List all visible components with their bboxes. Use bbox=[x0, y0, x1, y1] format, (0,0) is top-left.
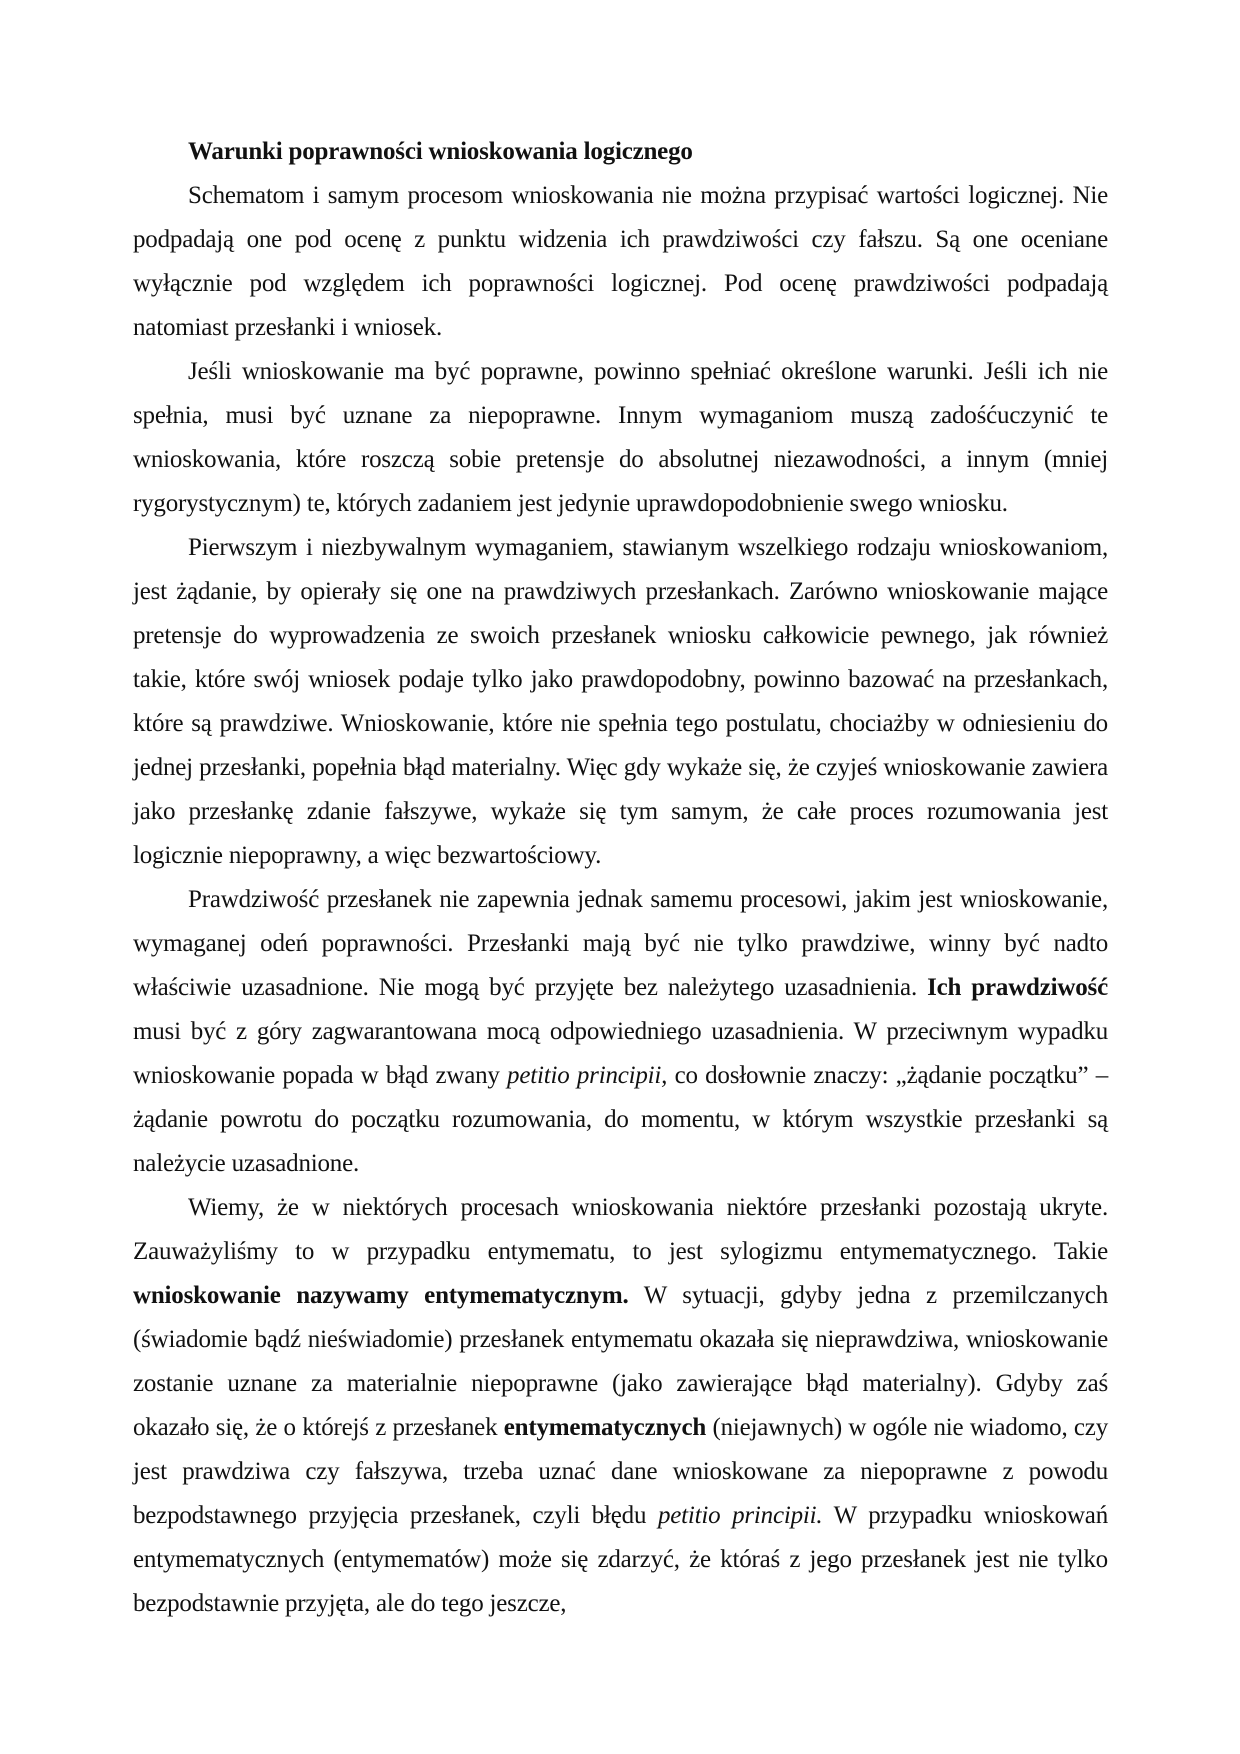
text-run: Jeśli wnioskowanie ma być poprawne, powinno spełniać określone warunki. Jeśli ich nie spełnia, musi być uznane za niepoprawne. Innym wymaganiom muszą zadośćuczynić te wnioskowania, które roszczą sobie pretensje do absolutnej niezawodności, a innym (mniej rygorystycznym) te, których zadaniem jest jedynie uprawdopodobnienie swego wniosku. bbox=[133, 358, 1108, 517]
italic-text-run: petitio principii. bbox=[657, 1502, 823, 1529]
paragraph bbox=[133, 526, 1108, 878]
text-run: Pierwszym i niezbywalnym wymaganiem, stawianym wszelkiego rodzaju wnioskowaniom, jest żądanie, by opierały się one na prawdziwych przesłankach. Zarówno wnioskowanie mające pretensje do wyprowadzenia ze swoich przesłanek wniosku całkowicie pewnego, jak również takie, które swój wniosek podaje tylko jako prawdopodobny, powinno bazować na przesłankach, które są prawdziwe. Wnioskowanie, które nie spełnia tego postulatu, chociażby w odniesieniu do jednej przesłanki, popełnia błąd materialny. Więc gdy wykaże się, że czyjeś wnioskowanie zawiera jako przesłankę zdanie fałszywe, wykaże się tym samym, że całe proces rozumowania jest logicznie niepoprawny, a więc bezwartościowy. bbox=[133, 534, 1108, 869]
paragraph bbox=[133, 350, 1108, 526]
text-run: Wiemy, że w niektórych procesach wnioskowania niektóre przesłanki pozostają ukryte. Zauważyliśmy to w przypadku entymematu, to jest sylogizmu entymematycznego. Takie bbox=[133, 1194, 1108, 1265]
text-run: musi być z góry zagwarantowana mocą odpowiedniego uzasadnienia. W przeciwnym wypadku wnioskowanie popada w błąd zwany bbox=[133, 1018, 1108, 1089]
text-run: co dosłownie znaczy: „żądanie początku” – żądanie powrotu do początku rozumowania, do momentu, w którym wszystkie przesłanki są należycie uzasadnione. bbox=[133, 1062, 1109, 1177]
text-run: Prawdziwość przesłanek nie zapewnia jednak samemu procesowi, jakim jest wnioskowanie, wymaganej odeń poprawności. Przesłanki mają być nie tylko prawdziwe, winny być nadto właściwie uzasadnione. Nie mogą być przyjęte bez należytego uzasadnienia. bbox=[133, 886, 1108, 1001]
text-run: W sytuacji, gdyby jedna z przemilczanych (świadomie bądź nieświadomie) przesłanek entymematu okazała się nieprawdziwa, wnioskowanie zostanie uznane za materialnie niepoprawne (jako zawierające błąd materialny). Gdyby zaś okazało się, że o którejś z przesłanek bbox=[133, 1282, 1108, 1441]
bold-text-run: Ich prawdziwość bbox=[927, 974, 1108, 1001]
paragraph bbox=[133, 174, 1108, 350]
document-title: Warunki poprawności wnioskowania logicznego bbox=[188, 138, 693, 165]
document-body bbox=[133, 174, 1108, 1626]
bold-text-run: entymematycznych bbox=[503, 1414, 707, 1441]
text-run: W przypadku wnioskowań entymematycznych (entymematów) może się zdarzyć, że któraś z jego przesłanek jest nie tylko bezpodstawnie przyjęta, ale do tego jeszcze, bbox=[133, 1502, 1109, 1617]
bold-text-run: wnioskowanie nazywamy entymematycznym. bbox=[133, 1282, 629, 1309]
text-run: Schematom i samym procesom wnioskowania nie można przypisać wartości logicznej. Nie podpadają one pod ocenę z punktu widzenia ich prawdziwości czy fałszu. Są one oceniane wyłącznie pod względem ich poprawności logicznej. Pod ocenę prawdziwości podpadają natomiast przesłanki i wniosek. bbox=[133, 182, 1108, 341]
paragraph bbox=[133, 1186, 1108, 1626]
paragraph bbox=[133, 878, 1108, 1186]
italic-text-run: petitio principii, bbox=[507, 1062, 668, 1089]
text-run: (niejawnych) w ogóle nie wiadomo, czy jest prawdziwa czy fałszywa, trzeba uznać dane wnioskowane za niepoprawne z powodu bezpodstawnego przyjęcia przesłanek, czyli błędu bbox=[133, 1414, 1108, 1529]
